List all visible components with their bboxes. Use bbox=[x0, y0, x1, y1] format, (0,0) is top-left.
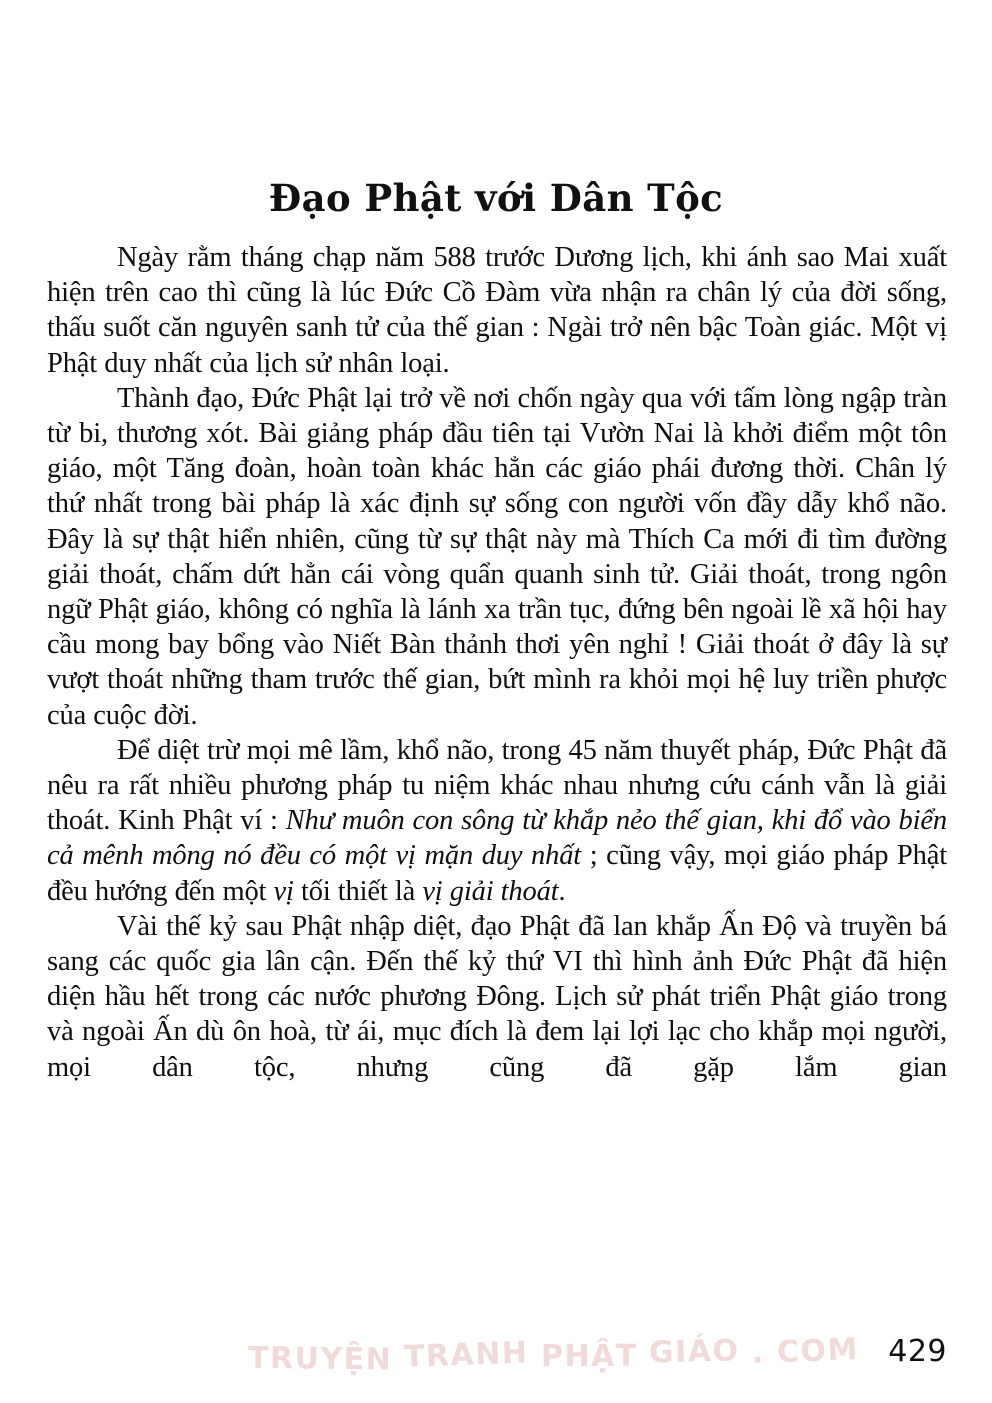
paragraph-3-text-middle: tối thiết là bbox=[293, 875, 423, 907]
watermark-word-4: GIÁO bbox=[648, 1333, 741, 1371]
emphasis-vi-giai-thoat: vị giải thoát bbox=[422, 875, 559, 907]
page-number: 429 bbox=[888, 1334, 947, 1369]
watermark-word-2: TRANH bbox=[403, 1335, 530, 1375]
watermark-word-1: TRUYỆN bbox=[247, 1340, 393, 1378]
paragraph-3-text-after-quote: ; cũng vậy, mọi giáo pháp Phật đều hướng đến một bbox=[47, 840, 947, 907]
watermark-word-5: . bbox=[751, 1335, 765, 1371]
paragraph-2: Thành đạo, Đức Phật lại trở về nơi chốn ngày qua với tấm lòng ngập tràn từ bi, thương xót. Bài giảng pháp đầu tiên tại Vườn Nai là khởi điểm một tôn giáo, một Tăng đoàn, hoàn toàn khác hẳn các giáo phái đương thời. Chân lý thứ nhất trong bài pháp là xác định sự sống con người vốn đầy dẫy khổ não. Đây là sự thật hiển nhiên, cũng từ sự thật này mà Thích Ca mới đi tìm đường giải thoát, chấm dứt hẳn cái vòng quẩn quanh sinh tử. Giải thoát, trong ngôn ngữ Phật giáo, không có nghĩa là lánh xa trần tục, đứng bên ngoài lề xã hội hay cầu mong bay bổng vào Niết Bàn thảnh thơi yên nghỉ ! Giải thoát ở đây là sự vượt thoát những tham trước thế gian, bứt mình ra khỏi mọi hệ luy triền phược của cuộc đời. bbox=[47, 382, 947, 731]
watermark-word-3: PHẬT bbox=[540, 1338, 638, 1374]
emphasis-vi: vị bbox=[273, 875, 294, 907]
paragraph-1: Ngày rằm tháng chạp năm 588 trước Dương lịch, khi ánh sao Mai xuất hiện trên cao thì cũng là lúc Đức Cồ Đàm vừa nhận ra chân lý của đời sống, thấu suốt căn nguyên sanh tử của thế gian : Ngài trở nên bậc Toàn giác. Một vị Phật duy nhất của lịch sử nhân loại. bbox=[47, 242, 947, 379]
paragraph-3 bbox=[47, 733, 947, 909]
paragraph-3-text-before-quote: Để diệt trừ mọi mê lầm, khổ não, trong 45 năm thuyết pháp, Đức Phật đã nêu ra rất nhiều phương pháp tu niệm khác nhau nhưng cứu cánh vẫn là giải thoát. Kinh Phật ví : bbox=[47, 734, 947, 837]
watermark-word-6: COM bbox=[776, 1332, 860, 1371]
site-watermark bbox=[247, 1332, 860, 1378]
paragraph-3-text-end: . bbox=[558, 875, 566, 907]
body-text-block bbox=[47, 240, 947, 1085]
page-title: Đạo Phật với Dân Tộc bbox=[268, 175, 724, 220]
scripture-quote-italic: Như muôn con sông từ khắp nẻo thế gian, khi đổ vào biển cả mênh mông nó đều có một vị mặn duy nhất bbox=[47, 805, 947, 872]
paragraph-4: Vài thế kỷ sau Phật nhập diệt, đạo Phật đã lan khắp Ấn Độ và truyền bá sang các quốc gia lân cận. Đến thế kỷ thứ VI thì hình ảnh Đức Phật đã hiện diện hầu hết trong các nước phương Đông. Lịch sử phát triển Phật giáo trong và ngoài Ấn dù ôn hoà, từ ái, mục đích là đem lại lợi lạc cho khắp mọi người, mọi dân tộc, nhưng cũng đã gặp lắm gian bbox=[47, 910, 947, 1083]
